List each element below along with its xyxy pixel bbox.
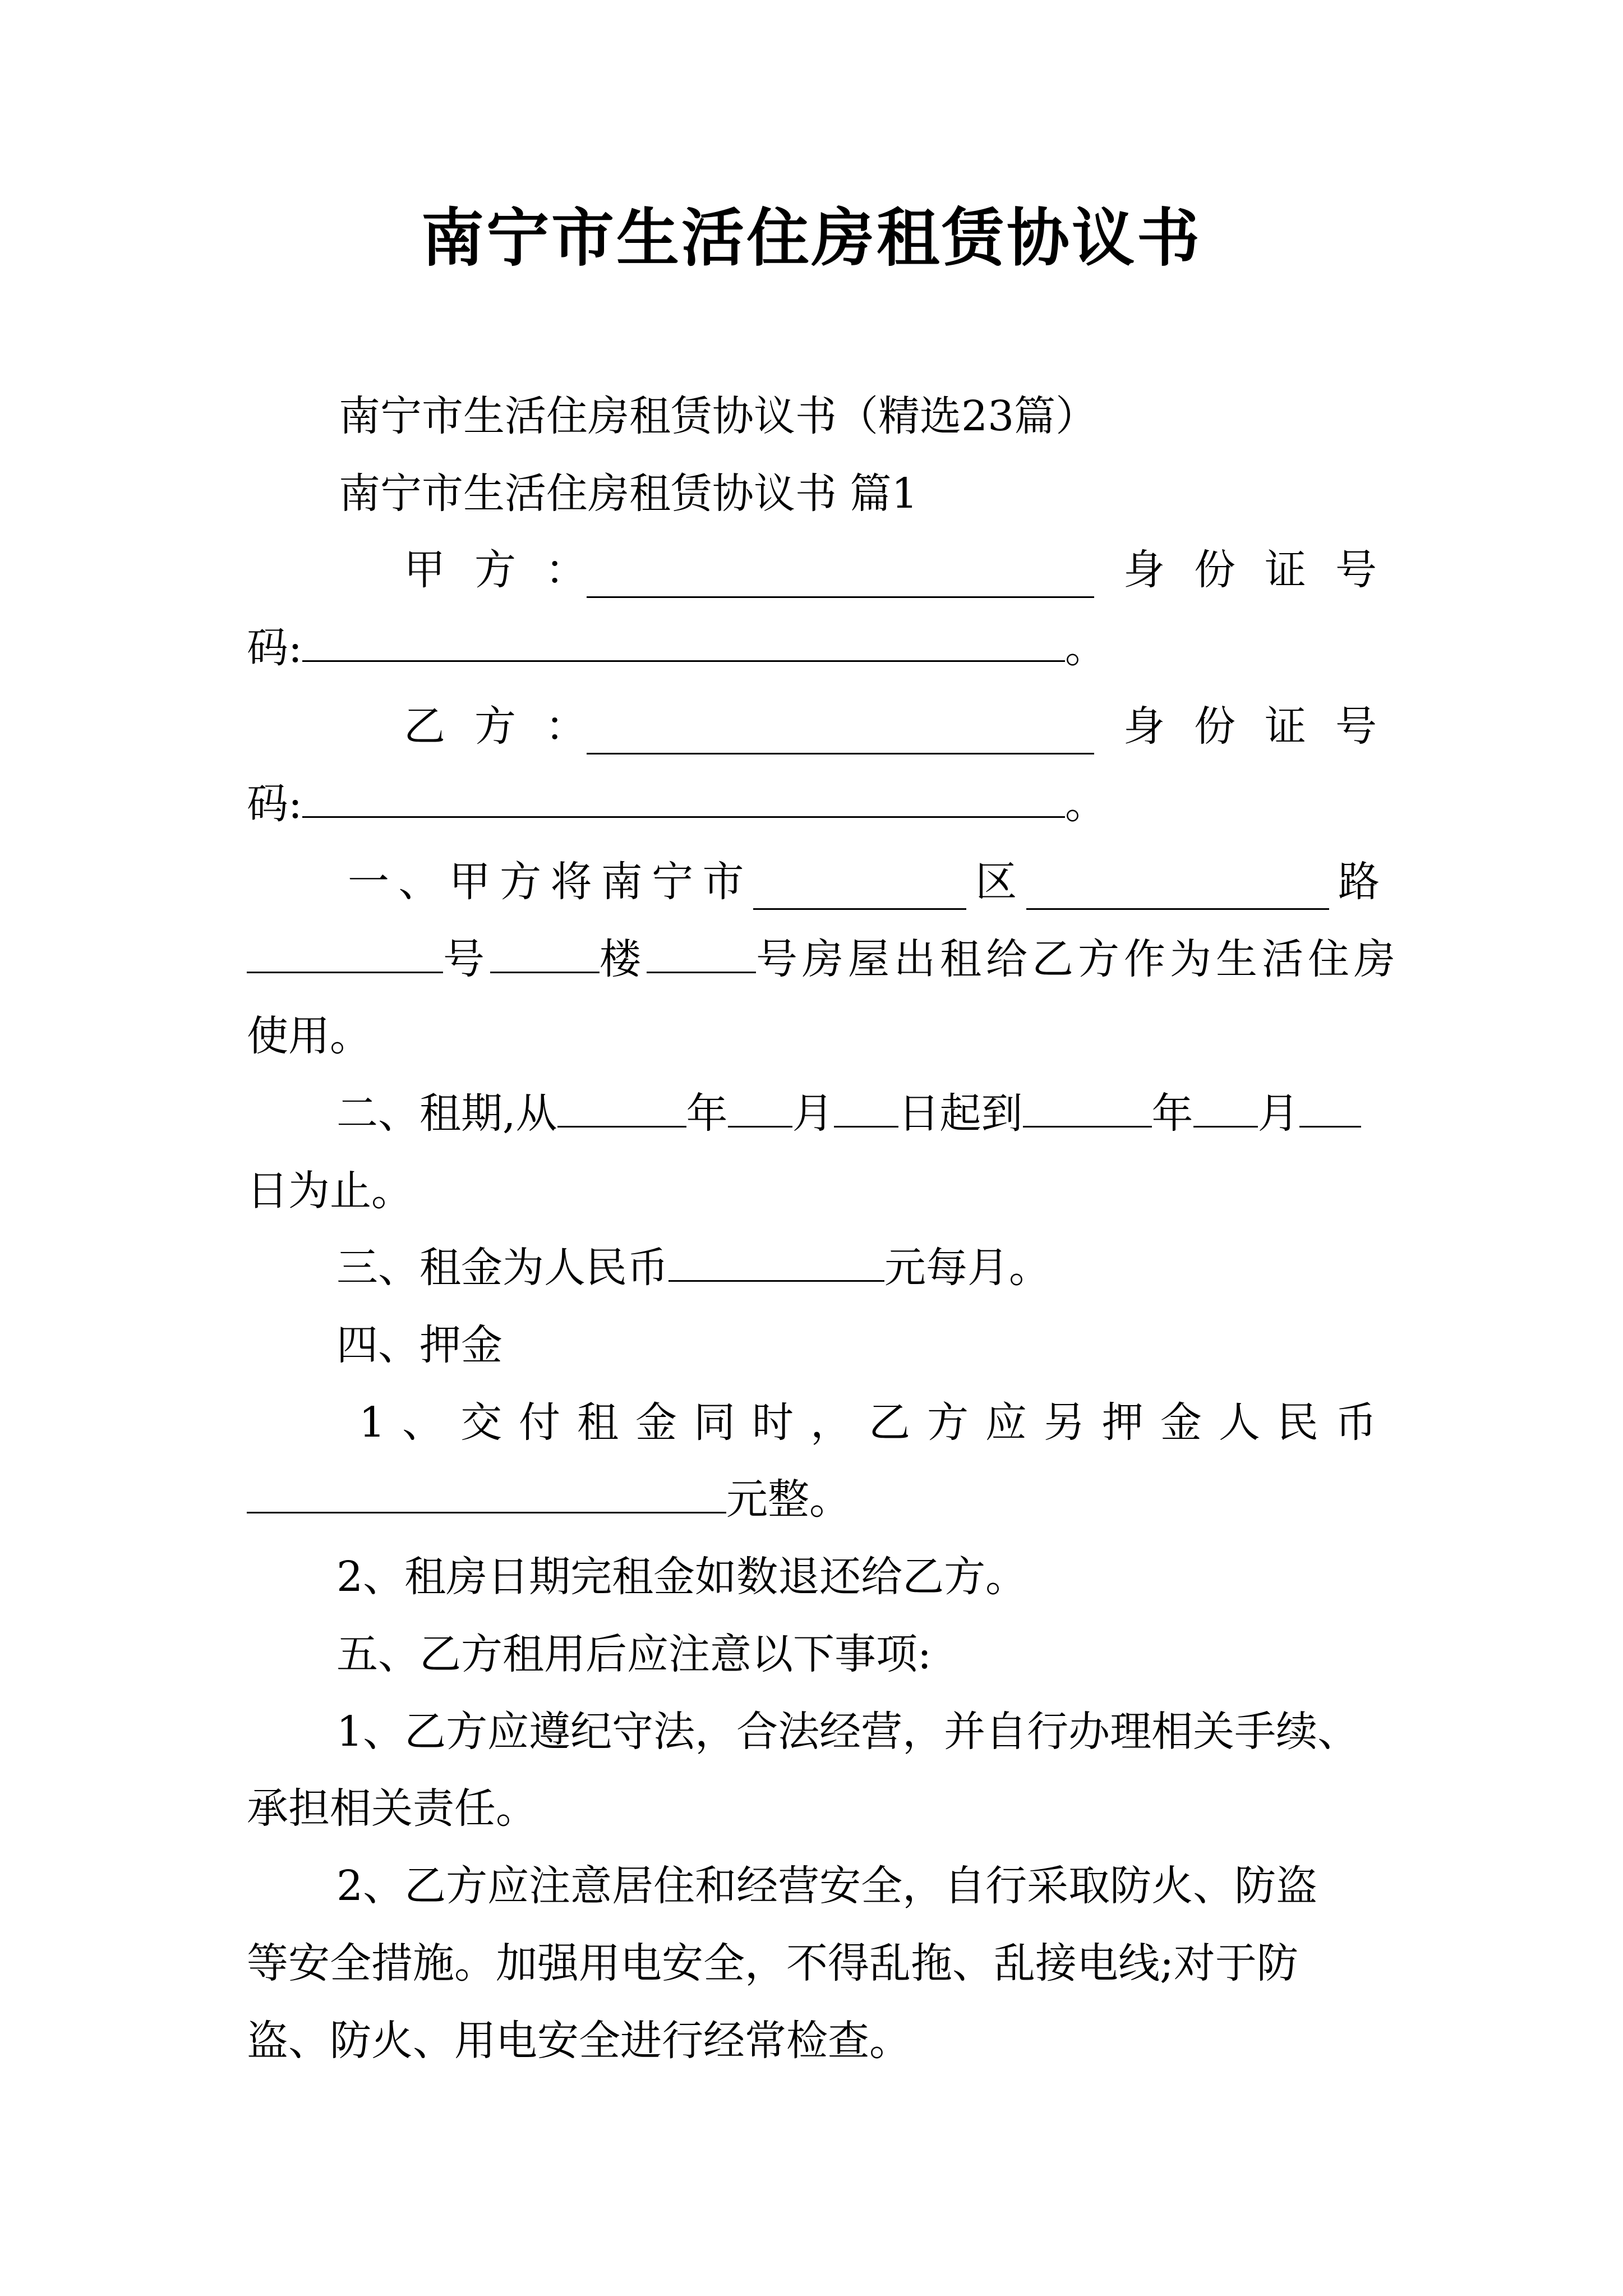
clause5-heading: 五、乙方租用后应注意以下事项: bbox=[336, 1630, 932, 1678]
party-b-label-char: 乙 bbox=[404, 702, 445, 751]
clause3-suffix: 元每月。 bbox=[884, 1244, 1050, 1292]
clause1-line1 bbox=[348, 854, 1380, 910]
section-heading: 南宁市生活住房租赁协议书 篇1 bbox=[339, 470, 918, 518]
clause4-item1-char: 乙 bbox=[868, 1398, 910, 1447]
clause4-item1-char: 押 bbox=[1101, 1398, 1144, 1447]
clause2-month1: 月 bbox=[792, 1089, 834, 1138]
party-a-id-char: 身 bbox=[1123, 546, 1165, 594]
clause4-item1-char: 另 bbox=[1043, 1398, 1085, 1447]
party-b-name-field bbox=[545, 698, 1094, 754]
clause4-item1-char: 应 bbox=[985, 1398, 1027, 1447]
clause2-day1-blank bbox=[834, 1087, 898, 1128]
clause1-char: 甲 bbox=[449, 858, 491, 906]
clause5-item1-line1: 1、乙方应遵纪守法，合法经营，并自行办理相关手续、 bbox=[336, 1708, 1359, 1756]
party-a-id-char: 份 bbox=[1194, 546, 1235, 594]
clause4-item1-line2 bbox=[247, 1471, 851, 1527]
clause1-line2 bbox=[247, 931, 1400, 987]
clause2-month2: 月 bbox=[1257, 1089, 1299, 1138]
party-a-id-blank bbox=[302, 621, 1065, 662]
clause2-prefix: 二、租期,从 bbox=[336, 1089, 557, 1138]
party-a-id-char: 号 bbox=[1335, 546, 1377, 594]
clause1-number: 号 bbox=[443, 935, 485, 983]
clause1-char: 、 bbox=[398, 858, 440, 906]
party-b-id-char: 身 bbox=[1123, 702, 1165, 751]
clause4-item2: 2、租房日期完租金如数退还给乙方。 bbox=[336, 1553, 1027, 1601]
party-a-name-blank bbox=[587, 556, 1094, 598]
clause2-year1: 年 bbox=[686, 1089, 728, 1138]
clause4-item1-char: 金 bbox=[1160, 1398, 1202, 1447]
clause3-rent-blank bbox=[668, 1241, 884, 1282]
party-a-label-char: 甲 bbox=[404, 546, 445, 594]
clause1-char: 一 bbox=[348, 858, 389, 906]
clause4-item1-char: 时 bbox=[751, 1398, 794, 1447]
clause4-item1-char: 1 bbox=[359, 1398, 386, 1447]
clause4-item1-char: 人 bbox=[1218, 1398, 1260, 1447]
clause2-line1 bbox=[336, 1085, 1361, 1142]
clause2-year1-blank bbox=[557, 1087, 686, 1128]
party-a-colon: ： bbox=[545, 546, 587, 594]
party-b-id-char: 份 bbox=[1194, 702, 1235, 751]
clause4-item1-char: ， bbox=[810, 1398, 852, 1447]
party-b-id-label: 码: bbox=[247, 780, 302, 828]
clause4-item1-char: 、 bbox=[402, 1398, 444, 1447]
clause4-heading: 四、押金 bbox=[336, 1321, 502, 1369]
document-subtitle: 南宁市生活住房租赁协议书（精选23篇） bbox=[339, 392, 1098, 440]
clause2-line2: 日为止。 bbox=[247, 1167, 413, 1215]
clause1-building: 楼 bbox=[600, 935, 641, 983]
clause1-char: 市 bbox=[702, 858, 744, 906]
clause1-room-blank bbox=[647, 932, 756, 973]
party-a-row bbox=[404, 542, 1377, 598]
party-b-id-blank bbox=[302, 777, 1065, 818]
clause2-month2-blank bbox=[1193, 1087, 1258, 1128]
clause2-day2-blank bbox=[1299, 1087, 1361, 1128]
clause4-item1-char: 方 bbox=[926, 1398, 969, 1447]
clause4-item1-char: 金 bbox=[635, 1398, 677, 1447]
clause5-item2-line1: 2、乙方应注意居住和经营安全，自行采取防火、防盗 bbox=[336, 1862, 1318, 1910]
party-b-id-row bbox=[247, 776, 1106, 832]
party-a-id-label: 码: bbox=[247, 624, 302, 672]
clause5-item1-line2: 承担相关责任。 bbox=[247, 1784, 537, 1833]
clause1-building-blank bbox=[490, 932, 600, 973]
clause1-road-blank bbox=[1026, 868, 1329, 910]
clause1-rest: 号房屋出租给乙方作为生活住房 bbox=[756, 935, 1400, 983]
clause5-item2-line2: 等安全措施。加强用电安全，不得乱拖、乱接电线;对于防 bbox=[247, 1939, 1298, 1987]
party-a-name-field bbox=[545, 542, 1094, 598]
party-a-label-char: 方 bbox=[474, 546, 516, 594]
party-b-id-char: 号 bbox=[1335, 702, 1377, 751]
clause4-item1-line1 bbox=[359, 1395, 1377, 1451]
party-b-end: 。 bbox=[1064, 780, 1106, 828]
clause2-year2-blank bbox=[1023, 1087, 1152, 1128]
clause2-day-start: 日起到 bbox=[898, 1089, 1023, 1138]
clause4-deposit-blank bbox=[247, 1473, 726, 1513]
clause3-prefix: 三、租金为人民币 bbox=[336, 1244, 668, 1292]
clause1-district-blank bbox=[753, 868, 966, 910]
clause1-char: 方 bbox=[500, 858, 542, 906]
party-b-label-char: 方 bbox=[474, 702, 516, 751]
clause4-item1-char: 租 bbox=[577, 1398, 619, 1447]
clause1-number-blank bbox=[247, 932, 443, 973]
clause1-char: 将 bbox=[550, 858, 592, 906]
party-b-colon: ： bbox=[545, 702, 587, 751]
document-title: 南宁市生活住房租赁协议书 bbox=[421, 201, 1202, 275]
clause4-item1-char: 交 bbox=[460, 1398, 502, 1447]
clause1-line3: 使用。 bbox=[247, 1012, 371, 1060]
party-a-id-char: 证 bbox=[1265, 546, 1306, 594]
party-a-end: 。 bbox=[1064, 624, 1106, 672]
clause1-char: 南 bbox=[601, 858, 643, 906]
clause4-item1-char: 同 bbox=[694, 1398, 735, 1447]
clause2-month1-blank bbox=[728, 1087, 792, 1128]
clause4-item1-char: 民 bbox=[1276, 1398, 1318, 1447]
clause5-item2-line3: 盗、防火、用电安全进行经常检查。 bbox=[247, 2017, 911, 2065]
clause2-year2: 年 bbox=[1151, 1089, 1193, 1138]
clause4-item1-char: 付 bbox=[519, 1398, 561, 1447]
clause1-district: 区 bbox=[975, 858, 1017, 906]
clause4-item1-char: 币 bbox=[1335, 1398, 1377, 1447]
party-a-id-row bbox=[247, 620, 1106, 676]
clause4-item1-suffix: 元整。 bbox=[726, 1475, 851, 1524]
clause3-line bbox=[336, 1240, 1050, 1296]
clause1-road: 路 bbox=[1338, 858, 1380, 906]
party-b-name-blank bbox=[587, 712, 1094, 754]
party-b-row bbox=[404, 698, 1377, 754]
clause1-char: 宁 bbox=[652, 858, 694, 906]
party-b-id-char: 证 bbox=[1265, 702, 1306, 751]
